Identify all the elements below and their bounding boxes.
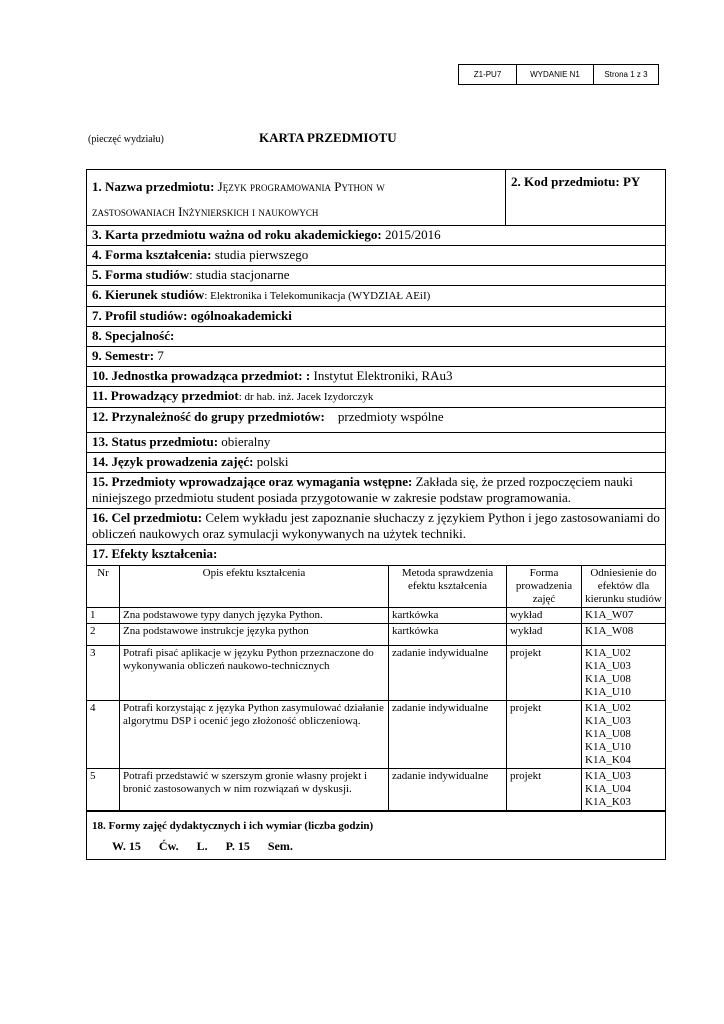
row-study-form: 5. Forma studiów: studia stacjonarne (87, 266, 665, 286)
row-field-of-study: 6. Kierunek studiów: Elektronika i Telekomunikacja (WYDZIAŁ AEiI) (87, 286, 665, 307)
exercise-hours: Ćw. (158, 839, 179, 853)
row-course-name (87, 170, 665, 226)
table-row: 4 Potrafi korzystając z języka Python zasymulować działanie algorytmu DSP i ocenić jego złożoność obliczeniową. zadanie indywidualne projekt K1A_U02 K1A_U03 K1A_U08 K1A_U10 K1A_K04 (87, 701, 665, 769)
row-lecturer: 11. Prowadzący przedmiot: dr hab. inż. Jacek Izydorczyk (87, 387, 665, 408)
hours-breakdown (92, 834, 660, 854)
edition: WYDANIE N1 (517, 65, 594, 84)
page-title: KARTA PRZEDMIOTU (259, 130, 397, 145)
table-row: 1 Zna podstawowe typy danych języka Python. kartkówka wykład K1A_W07 (87, 608, 665, 624)
table-row: 5 Potrafi przedstawić w szerszym gronie własny projekt i bronić zastosowanych w nim rozwiązań w dyskusji. zadanie indywidualne projekt K1A_U03 K1A_U04 K1A_K03 (87, 769, 665, 811)
lab-hours: L. (196, 839, 208, 853)
project-hours: P. 15 (225, 839, 250, 853)
outcomes-header-row: Nr Opis efektu kształcenia Metoda sprawdzenia efektu kształcenia Forma prowadzenia zajęć Odniesienie do efektów dla kierunku studiów (87, 566, 665, 608)
course-code-label: 2. Kod przedmiotu: (511, 174, 620, 189)
page-number: Strona 1 z 3 (604, 70, 648, 79)
row-unit: 10. Jednostka prowadząca przedmiot: : Instytut Elektroniki, RAu3 (87, 367, 665, 387)
outcomes-table (87, 565, 665, 810)
row-semester: 9. Semestr: 7 (87, 347, 665, 367)
row-prerequisites: 15. Przedmioty wprowadzające oraz wymagania wstępne: Zakłada się, że przed rozpoczęciem nauki niniejszego przedmiotu student posiada przygotowanie w zakresie podstaw programowania. (87, 473, 665, 509)
row-status: 13. Status przedmiotu: obieralny (87, 433, 665, 453)
row-valid-from: 3. Karta przedmiotu ważna od roku akademickiego: 2015/2016 (87, 226, 665, 246)
course-name-line2: zastosowaniach Inżynierskich i naukowych (92, 204, 319, 219)
course-card (86, 169, 666, 860)
row-specialty: 8. Specjalność: (87, 327, 665, 347)
lecture-hours: W. 15 (112, 839, 141, 853)
form-code: Z1-PU7 (459, 65, 517, 84)
row-study-profile: 7. Profil studiów: ogólnoakademicki (87, 307, 665, 327)
course-name-line1: Język programowania Python w (217, 179, 385, 194)
course-code-value: PY (622, 174, 641, 189)
row-learning-outcomes: 17. Efekty kształcenia: Nr Opis efektu kształcenia Metoda sprawdzenia efektu kształcenia Forma prowadzenia zajęć Odniesienie do efektów dla kierunku studiów 1 Zna podstawowe typy danych języka Python. kartkówka wykład K1A_W07 2 Zna podstawowe instrukcje języka python kartkówka wykład K1A_W08 3 Potrafi pisać aplikacje w języku Python przeznaczone do wykonywania obliczeń naukowo-technicznych zadanie indywidualne projekt K1A_U02 K1A_U03 K1A_U08 K1A_U10 4 Potrafi korzystając z języka Python zasymulować działanie algorytmu DSP i ocenić jego złożoność obliczeniową. zadanie indywidualne projekt K1A_U02 K1A_U03 K1A_U08 K1A_U10 K1A_K04 5 Potrafi przedstawić w szerszym gronie własny projekt i bronić zastosowanych w nim rozwiązań w dyskusji. zadanie indywidualne projekt K1A_U03 K1A_U04 K1A_K03 (87, 545, 665, 811)
seminar-hours: Sem. (267, 839, 293, 853)
row-objective: 16. Cel przedmiotu: Celem wykładu jest zapoznanie słuchaczy z językiem Python i jego zastosowaniami do obliczeń naukowych oraz symulacji wykonywanych na użytek techniki. (87, 509, 665, 545)
course-name-label: 1. Nazwa przedmiotu: (92, 179, 215, 194)
row-education-form: 4. Forma kształcenia: studia pierwszego (87, 246, 665, 266)
table-row: 3 Potrafi pisać aplikacje w języku Python przeznaczone do wykonywania obliczeń naukowo-technicznych zadanie indywidualne projekt K1A_U02 K1A_U03 K1A_U08 K1A_U10 (87, 646, 665, 701)
row-class-forms: 18. Formy zajęć dydaktycznych i ich wymiar (liczba godzin) W. 15 Ćw. L. P. 15 Sem. (87, 811, 665, 860)
row-group: 12. Przynależność do grupy przedmiotów: przedmioty wspólne (87, 408, 665, 433)
document-header-box (458, 64, 659, 85)
faculty-stamp: (pieczęć wydziału) (88, 134, 164, 145)
row-language: 14. Język prowadzenia zajęć: polski (87, 453, 665, 473)
table-row: 2 Zna podstawowe instrukcje języka python kartkówka wykład K1A_W08 (87, 624, 665, 646)
